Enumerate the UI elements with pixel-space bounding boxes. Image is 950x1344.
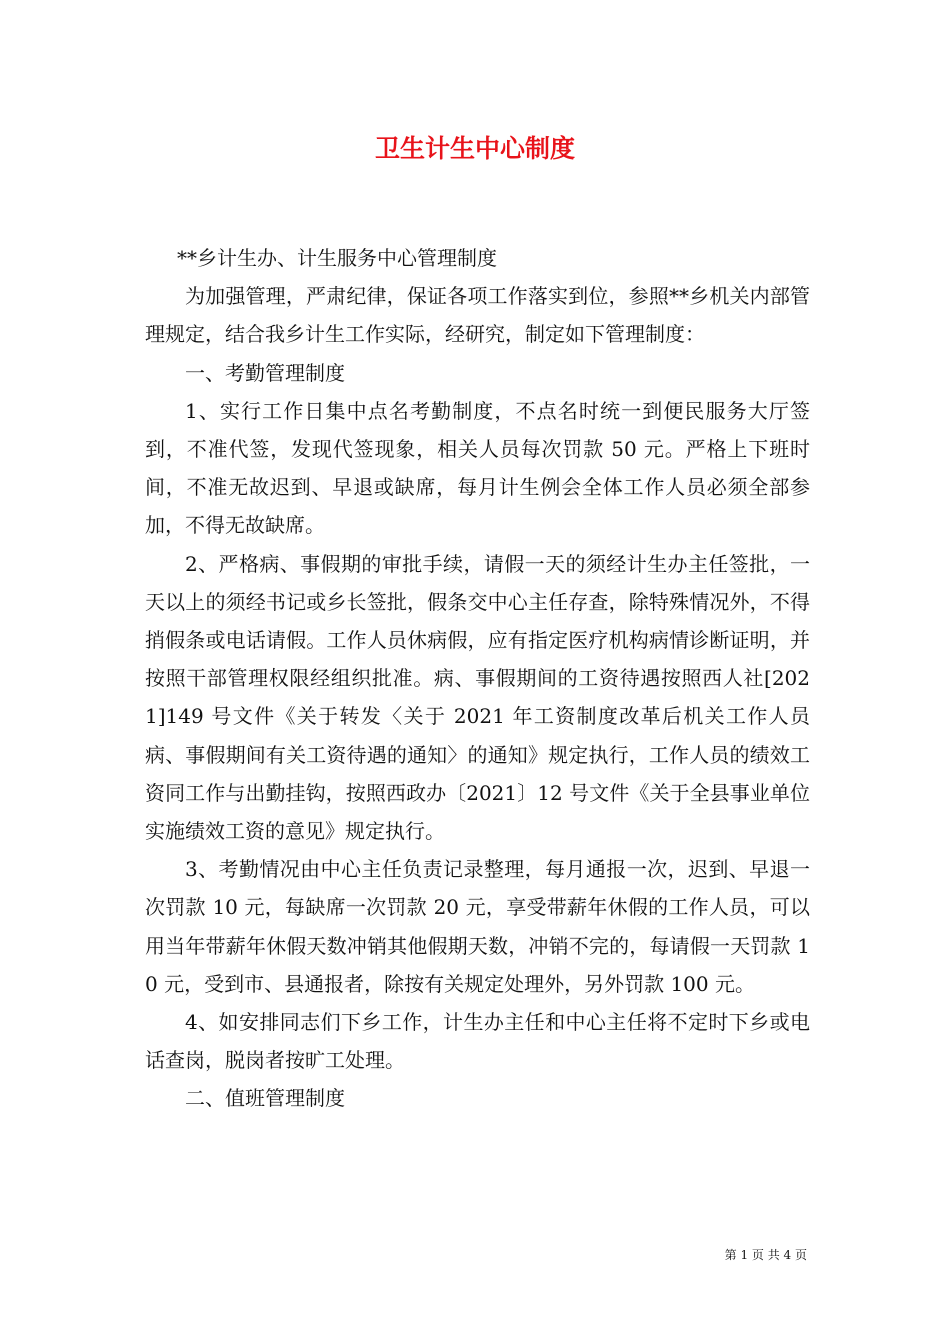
document-body xyxy=(145,239,810,1118)
attendance-rule-3: 3、考勤情况由中心主任负责记录整理，每月通报一次，迟到、早退一次罚款 10 元，每缺席一次罚款 20 元，享受带薪年休假的工作人员，可以用当年带薪年休假天数冲销其他假期天数，冲销不完的，每请假一天罚款 10 元，受到市、县通报者，除按有关规定处理外，另外罚款 100 元。 xyxy=(145,857,810,996)
document-subtitle: **乡计生办、计生服务中心管理制度 xyxy=(177,246,497,270)
intro-paragraph: 为加强管理，严肃纪律，保证各项工作落实到位，参照**乡机关内部管理规定，结合我乡计生工作实际，经研究，制定如下管理制度： xyxy=(145,284,810,347)
document-title: 卫生计生中心制度 xyxy=(374,134,575,163)
section-heading-attendance: 一、考勤管理制度 xyxy=(185,360,345,385)
section-heading-duty: 二、值班管理制度 xyxy=(185,1086,345,1111)
page-number: 第 1 页 共 4 页 xyxy=(724,1248,807,1262)
attendance-rule-1: 1、实行工作日集中点名考勤制度，不点名时统一到便民服务大厅签到，不准代签，发现代签现象，相关人员每次罚款 50 元。严格上下班时间，不准无故迟到、早退或缺席，每月计生例会全体工作人员必须全部参加，不得无故缺席。 xyxy=(145,398,810,538)
attendance-rule-2: 2、严格病、事假期的审批手续，请假一天的须经计生办主任签批，一天以上的须经书记或乡长签批，假条交中心主任存查，除特殊情况外，不得捎假条或电话请假。工作人员休病假，应有指定医疗机构病情诊断证明，并按照干部管理权限经组织批准。病、事假期间的工资待遇按照西人社[2021]149 号文件《关于转发〈关于 2021 年工资制度改革后机关工作人员病、事假期间有关工资待遇的通知〉的通知》规定执行，工作人员的绩效工资同工作与出勤挂钩，按照西政办〔2021〕12 号文件《关于全县事业单位实施绩效工资的意见》规定执行。 xyxy=(145,551,810,844)
attendance-rule-4: 4、如安排同志们下乡工作，计生办主任和中心主任将不定时下乡或电话查岗，脱岗者按旷工处理。 xyxy=(145,1010,810,1073)
